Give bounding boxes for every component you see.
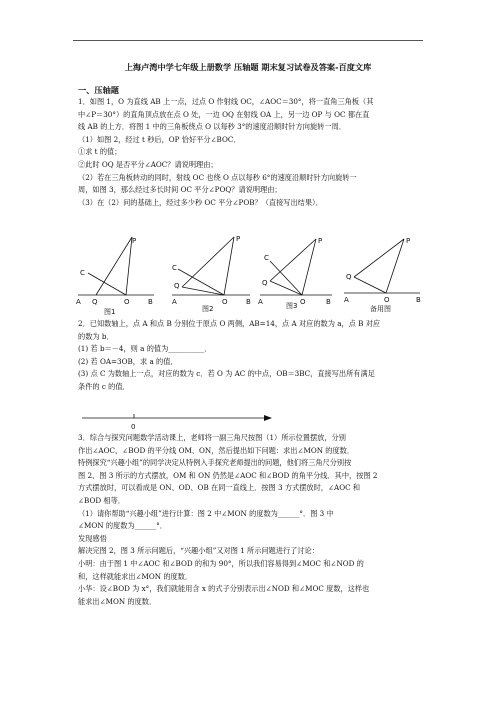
fig2-side-pq bbox=[182, 237, 234, 287]
q2-line: (2) 若 OA=3OB，求 a 的值． bbox=[78, 356, 178, 366]
q3-line: 小华：设∠BOD 为 x°，我们就能用含 x 的式子分别表示出∠NOD 和∠MOC 度数，这样也 bbox=[78, 584, 370, 594]
q3-line: （1）请你帮助“兴趣小组”进行计算：图 2 中∠MON 的度数为______°．图 3 中 bbox=[78, 508, 334, 518]
fig3-label-p: P bbox=[318, 237, 323, 245]
fig3-label-b: B bbox=[326, 298, 331, 306]
q3-line: 解决完图 2，图 3 所示问题后，“兴趣小组”又对图 1 所示问题进行了讨论： bbox=[78, 546, 319, 556]
fig3-label-q: Q bbox=[262, 279, 268, 287]
fig4-caption: 备用图 bbox=[370, 305, 391, 313]
fig1-label-a: A bbox=[76, 298, 81, 306]
fig1-caption: 图1 bbox=[104, 308, 116, 316]
fig4-side-pq bbox=[354, 239, 404, 277]
page-title: 上海卢湾中学七年级上册数学 压轴题 期末复习试卷及答案-百度文库 bbox=[124, 62, 372, 72]
fig4-label-b: B bbox=[416, 296, 421, 304]
fig2-caption: 图2 bbox=[202, 305, 214, 313]
q1-line: 中∠P＝30°）的直角顶点放在点 O 处，一边 OQ 在射线 OA 上，另一边 OP 与 OC 都在直 bbox=[78, 109, 370, 119]
fig4-label-q: Q bbox=[346, 273, 352, 281]
q1-line: 线 AB 的上方．将图 1 中的三角板绕点 O 以每秒 3°的速度沿顺时针方向旋转一周． bbox=[78, 122, 346, 132]
fig1-label-o: O bbox=[124, 298, 130, 306]
number-line-origin-label: 0 bbox=[131, 423, 136, 430]
q1-line: 周，如图 3，那么经过多长时间 OC 平分∠POQ？请说明理由； bbox=[78, 185, 282, 195]
figure-3 bbox=[256, 233, 336, 317]
fig2-label-b: B bbox=[246, 298, 251, 306]
q3-line: 图 2、图 3 所示的方式摆放，OM 和 ON 仍然是∠AOC 和∠BOD 的角平分线．其中，按图 2 bbox=[78, 470, 378, 480]
fig2-label-c: C bbox=[172, 264, 177, 272]
q3-line: 小明：由于图 1 中∠AOC 和∠BOD 的和为 90°，所以我们容易得到∠MOC 和∠NOD 的 bbox=[78, 558, 364, 568]
question-2 bbox=[78, 318, 423, 394]
q3-line: ∠BOD 相等． bbox=[78, 495, 125, 505]
q3-line: 特例探究“兴趣小组”的同学决定从特例入手探究老师提出的问题，他们将三角尺分别按 bbox=[78, 458, 352, 468]
section-heading: 一、压轴题 bbox=[78, 85, 119, 95]
fig3-ray-oq bbox=[270, 281, 302, 295]
fig3-label-c: C bbox=[264, 254, 269, 262]
figure-1 bbox=[74, 233, 162, 317]
q3-line: 3．综合与探究问题数学活动课上，老师将一副三角尺按图（1）所示位置摆放，分别 bbox=[78, 433, 346, 442]
fig2-ray-oc bbox=[178, 269, 224, 295]
fig1-label-q: Q bbox=[92, 298, 98, 306]
q1-line: 1．如图 1，O 为直线 AB 上一点，过点 O 作射线 OC，∠AOC＝30°，将一直角三角板（其 bbox=[78, 97, 374, 106]
fig1-ray-oc bbox=[88, 273, 126, 295]
fig4-label-o: O bbox=[384, 296, 390, 304]
fig1-label-c: C bbox=[80, 269, 85, 277]
fig3-ray-op bbox=[302, 239, 316, 295]
q1-line: ①求 t 的值； bbox=[78, 147, 122, 157]
fig4-ray-oq bbox=[354, 277, 386, 293]
q3-line: 发现感悟 bbox=[78, 533, 107, 543]
fig4-label-p: P bbox=[406, 237, 411, 245]
q2-line: 2．已知数轴上，点 A 和点 B 分别位于原点 O 两侧，AB=14，点 A 对应的数为 a，点 B 对应 bbox=[78, 319, 381, 328]
fig2-label-p: P bbox=[236, 235, 241, 243]
q1-line: （2）若在三角板转动的同时，射线 OC 也绕 O 点以每秒 6°的速度沿顺时针方向旋转一 bbox=[78, 172, 357, 182]
fig3-label-a: A bbox=[258, 298, 263, 306]
fig2-label-o: O bbox=[222, 298, 228, 306]
q3-line: 和，这样就能求出∠MON 的度数． bbox=[78, 571, 193, 581]
q3-line: 能求出∠MON 的度数． bbox=[78, 596, 157, 606]
q2-line: 的数为 b． bbox=[78, 331, 114, 341]
q2-line: (1) 若 b＝－4，则 a 的值为__________． bbox=[78, 344, 212, 354]
q3-line: 作出∠AOC，∠BOD 的平分线 OM、ON，然后提出如下问题：求出∠MON 的度数． bbox=[78, 445, 355, 455]
header-rule bbox=[73, 40, 423, 41]
fig3-side-pq bbox=[270, 239, 316, 281]
figure-2 bbox=[168, 233, 256, 317]
number-line bbox=[78, 406, 278, 430]
q3-line: 方式摆放时，可以看成是 ON、OD、OB 在同一直线上．按图 3 方式摆放时，∠AOC 和 bbox=[78, 483, 361, 493]
fig1-label-p: P bbox=[132, 237, 137, 245]
question-1 bbox=[78, 96, 423, 209]
q1-line: ②此时 OQ 是否平分∠AOC？请说明理由； bbox=[78, 159, 218, 169]
fig3-label-o: O bbox=[300, 298, 306, 306]
number-line-arrow-icon bbox=[264, 415, 272, 421]
figure-4 bbox=[340, 233, 424, 317]
fig2-label-a: A bbox=[172, 298, 177, 306]
fig3-caption: 图3 bbox=[286, 302, 298, 310]
fig4-label-a: A bbox=[344, 296, 349, 304]
question-3 bbox=[78, 432, 423, 608]
q3-line: ∠MON 的度数为______°． bbox=[78, 521, 167, 531]
q1-line: （1）如图 2，经过 t 秒后，OP 恰好平分∠BOC． bbox=[78, 134, 241, 144]
q2-line: (3) 点 C 为数轴上一点，对应的数为 c．若 O 为 AC 的中点，OB＝3BC，直接写出所有满足 bbox=[78, 369, 375, 379]
fig4-ray-op bbox=[386, 239, 404, 293]
fig2-label-q: Q bbox=[174, 282, 180, 290]
q2-line: 条件的 c 的值． bbox=[78, 381, 130, 391]
fig1-label-b: B bbox=[148, 298, 153, 306]
q1-line: （3）在（2）问的基础上，经过多少秒 OC 平分∠POB？（直接写出结果）． bbox=[78, 197, 323, 207]
